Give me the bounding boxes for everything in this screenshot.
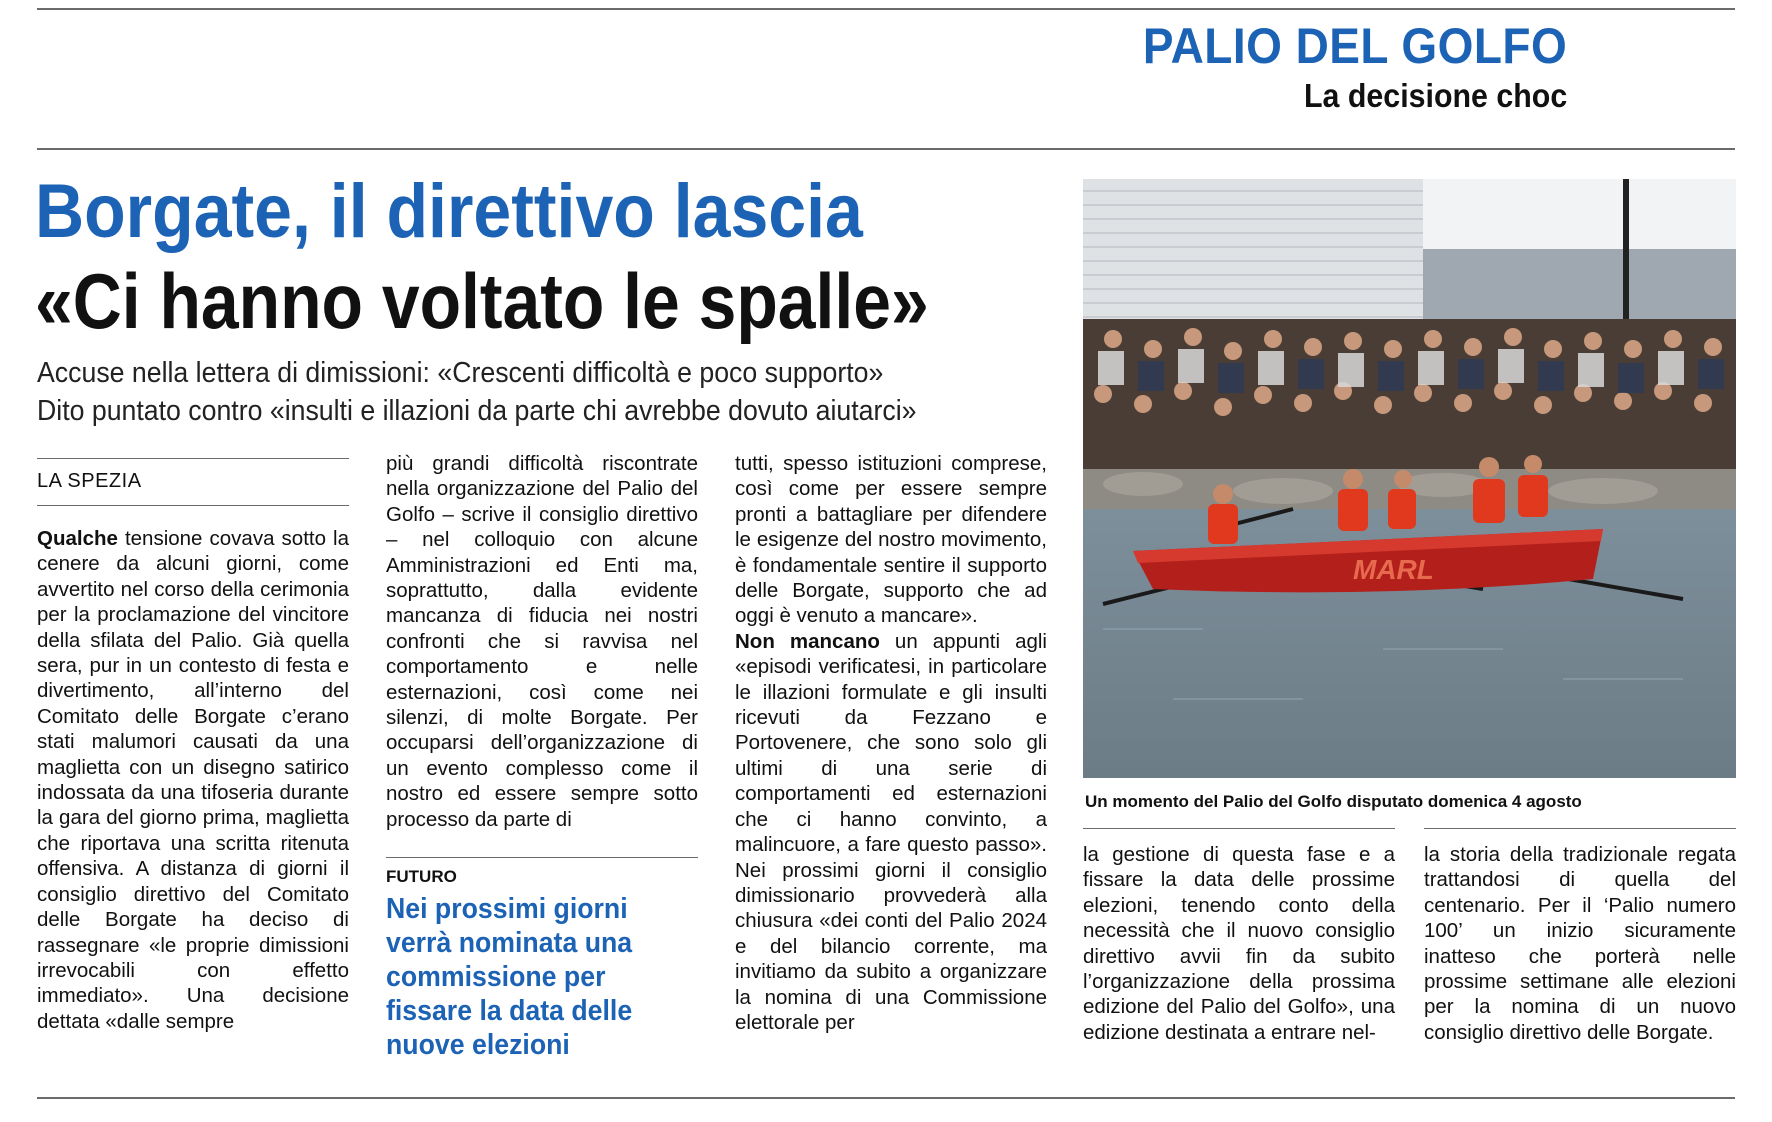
column-5-text: la storia della tradizionale regata trattandosi di quella del centenario. Per il ‘Palio numero 100’ un inizio sicuramente inatteso che porterà nelle prossime settimane alle elezioni per la nomina di un nuovo consiglio direttivo delle Borgate. [1424,843,1736,1044]
photo-caption: Un momento del Palio del Golfo disputato domenica 4 agosto [1085,792,1582,811]
dateline-rule-bottom [37,505,349,506]
regatta-photo-illustration [1083,179,1736,778]
deck-line-2: Dito puntato contro «insulti e illazioni da parte chi avrebbe dovuto aiutarci» [37,395,917,427]
sidebar-label: FUTURO [386,867,457,886]
bottom-rule [37,1097,1735,1099]
column-2-text: più grandi difficoltà riscontrate nella organizzazione del Palio del Golfo – scrive il consiglio direttivo – nel colloquio con alcune Amministrazioni ed Enti ma, soprattutto, dalla evidente mancanza di fiducia nei nostri confronti che si ravvisa nel comportamento e nelle esternazioni, così come nei silenzi, di molte Borgate. Per occuparsi dell’organizzazione di un evento complesso come il nostro ed essere sempre sotto processo da parte di [386,452,698,831]
headline-quote: «Ci hanno voltato le spalle» [35,257,929,345]
column-4-text: la gestione di questa fase e a fissare la data delle prossime elezioni, tenendo conto della necessità che il nuovo consiglio direttivo avvii fin da subito l’organizzazione della prossima edizione del Palio del Golfo», una edizione destinata a entrare nel- [1083,843,1395,1044]
lead-in: Qualche [37,527,118,550]
section-header [1106,18,1567,116]
boat-name: MARL [1353,554,1434,585]
lead-in-2: Non mancano [735,629,880,653]
article-column-4 [1083,842,1395,1045]
article-column-2 [386,451,698,832]
article-column-1 [37,526,349,1034]
top-rule [37,8,1735,10]
column-5-rule [1424,828,1736,829]
section-subtitle: La decisione choc [1303,77,1567,114]
article-photo [1083,179,1736,778]
article-column-3 [735,451,1047,1035]
column-4-rule [1083,828,1395,829]
dateline: LA SPEZIA [37,470,142,492]
sidebar-rule [386,857,698,858]
section-title: PALIO DEL GOLFO [1142,18,1567,74]
column-3-text-2: un appunti agli «episodi verificatesi, in particolare le illazioni formulate e gli insulti ricevuti da Fezzano e Portovenere, che sono solo gli ultimi di una serie di comportamenti ed esternazioni che ci hanno convinto, a malincuore, a fare questo passo». Nei prossimi giorni il consiglio dimissionario provvederà alla chiusura «dei conti del Palio 2024 e del bilancio corrente, ma invitiamo da subito a organizzare la nomina di una Commissione elettorale per [735,629,1047,1034]
headline-primary: Borgate, il direttivo lascia [35,169,863,254]
header-rule [37,148,1735,150]
sidebar-headline: Nei prossimi giorni verrà nominata una commissione per fissare la data delle nuove elezioni [386,893,633,1061]
column-3-text-1: tutti, spesso istituzioni comprese, così come per essere sempre pronti a battagliare per difendere le esigenze del nostro movimento, è fondamentale sentire il supporto delle Borgate, supporto che ad oggi è venuto a mancare». [735,452,1047,628]
deck-line-1: Accuse nella lettera di dimissioni: «Crescenti difficoltà e poco supporto» [37,357,884,389]
article-column-5 [1424,842,1736,1045]
dateline-rule [37,458,349,459]
column-1-text: tensione covava sotto la cenere da alcuni giorni, come avvertito nel corso della cerimonia per la proclamazione del vincitore della sfilata del Palio. Già quella sera, pur in un contesto di festa e divertimento, all’interno del Comitato delle Borgate c’erano stati malumori causati da una maglietta con un disegno satirico indossata da una tifoseria durante la gara del giorno prima, maglietta che riportava una scritta ritenuta offensiva. A distanza di giorni il consiglio direttivo del Comitato delle Borgate ha deciso di rassegnare «le proprie dimissioni irrevocabili con effetto immediato». Una decisione dettata «dalle sempre [37,527,349,1033]
